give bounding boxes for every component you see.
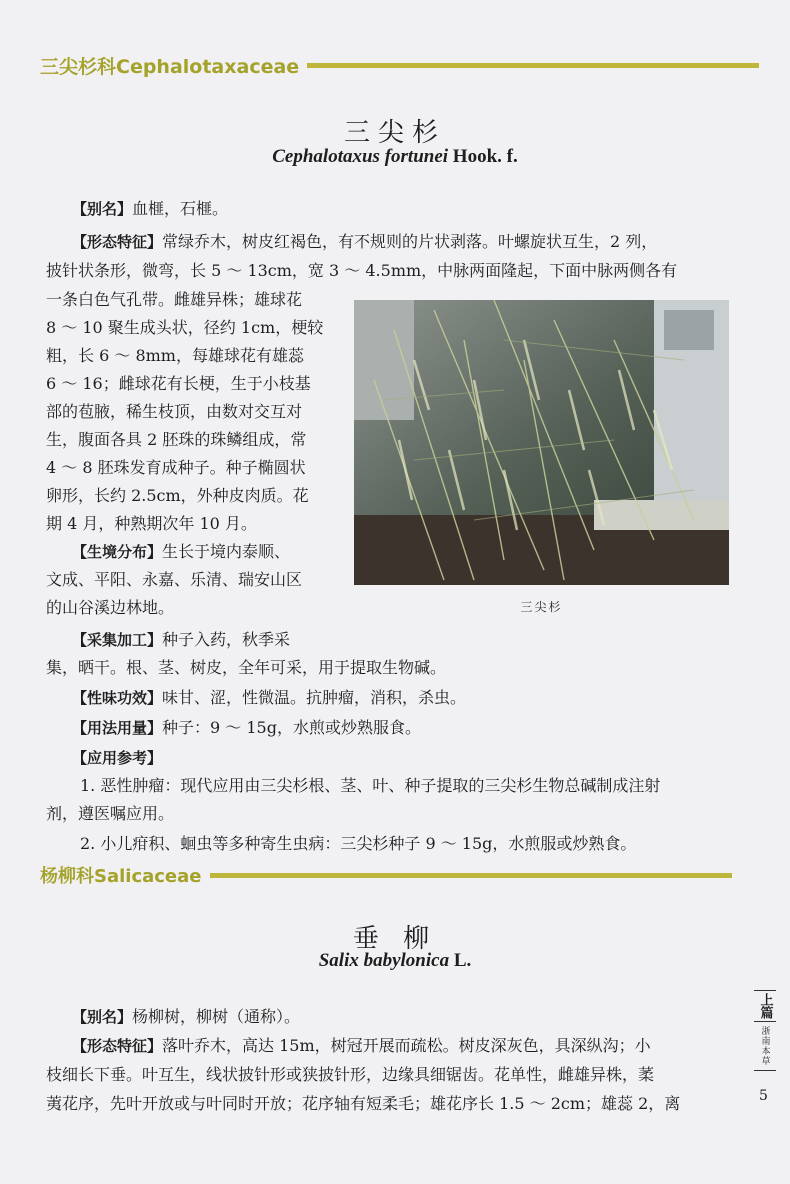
latin-binomial: Cephalotaxus fortunei bbox=[272, 146, 449, 167]
family-divider-bar bbox=[210, 873, 732, 878]
usage-tag: 【用法用量】 bbox=[72, 719, 163, 737]
habitat-text: 生长于境内泰顺、 bbox=[162, 542, 291, 561]
morph-line-3: 荑花序，先叶开放或与叶同时开放；花序轴有短柔毛；雄花序长 1.5 ～ 2cm；雄蕊 2，离 bbox=[46, 1094, 681, 1113]
yew-branches-image bbox=[354, 300, 729, 585]
collect-tag: 【采集加工】 bbox=[72, 631, 163, 649]
latin-author: Hook. f. bbox=[448, 146, 518, 167]
collect-text: 种子入药，秋季采 bbox=[162, 630, 291, 649]
plant-latin-name bbox=[0, 146, 790, 168]
side-rule bbox=[754, 1021, 776, 1022]
morph-line-10: 卵形，长约 2.5cm，外种皮肉质。花 bbox=[46, 486, 309, 505]
alias-line bbox=[72, 1003, 732, 1032]
morph-line-5: 粗，长 6 ～ 8mm，每雄球花有雄蕊 bbox=[46, 346, 304, 365]
book-label: 浙南本草 bbox=[759, 1026, 770, 1066]
reference-1-line-2: 剂，遵医嘱应用。 bbox=[46, 804, 175, 823]
collect-line-1 bbox=[72, 626, 352, 655]
family-header-cephalotaxaceae bbox=[40, 52, 759, 79]
morph-line-8: 生，腹面各具 2 胚珠的珠鳞组成，常 bbox=[46, 430, 307, 449]
taste-line bbox=[72, 684, 732, 713]
section-side-mark bbox=[752, 988, 778, 1073]
family-divider-bar bbox=[307, 63, 759, 68]
alias-tag: 【别名】 bbox=[72, 1008, 133, 1026]
volume-label: 上篇 bbox=[757, 993, 773, 1019]
morph-line-4: 8 ～ 10 聚生成头状，径约 1cm，梗较 bbox=[46, 318, 324, 337]
alias-tag: 【别名】 bbox=[72, 200, 133, 218]
alias-text: 血榧，石榧。 bbox=[132, 199, 229, 218]
morph-line-7: 部的苞腋，稀生枝顶，由数对交互对 bbox=[46, 402, 303, 421]
latin-binomial: Salix babylonica bbox=[318, 950, 450, 971]
reference-1-line-1: 1. 恶性肿瘤：现代应用由三尖杉根、茎、叶、种子提取的三尖杉生物总碱制成注射 bbox=[80, 776, 661, 795]
taste-tag: 【性味功效】 bbox=[72, 689, 163, 707]
side-rule bbox=[754, 1070, 776, 1071]
plant-latin-name bbox=[0, 950, 790, 972]
photo-caption: 三尖杉 bbox=[520, 600, 563, 614]
morph-line-1 bbox=[72, 1032, 734, 1061]
morph-tag: 【形态特征】 bbox=[72, 1037, 163, 1055]
morph-line-3: 一条白色气孔带。雌雄异株；雄球花 bbox=[46, 290, 303, 309]
latin-author: L. bbox=[449, 950, 472, 971]
morph-line-9: 4 ～ 8 胚珠发育成种子。种子椭圆状 bbox=[46, 458, 306, 477]
usage-line bbox=[72, 714, 732, 743]
usage-text: 种子：9 ～ 15g，水煎或炒熟服食。 bbox=[162, 718, 421, 737]
family-header-salicaceae bbox=[40, 862, 732, 888]
habitat-line-2: 文成、平阳、永嘉、乐清、瑞安山区 bbox=[46, 570, 303, 589]
habitat-line-3: 的山谷溪边林地。 bbox=[46, 598, 175, 617]
plant-title: 三尖杉 bbox=[343, 118, 446, 148]
side-rule bbox=[754, 990, 776, 991]
reference-heading bbox=[72, 744, 732, 773]
taste-text: 味甘、涩，性微温。抗肿瘤，消积，杀虫。 bbox=[162, 688, 467, 707]
morph-line-2: 披针状条形，微弯，长 5 ～ 13cm，宽 3 ～ 4.5mm，中脉两面隆起，下面中脉两侧各有 bbox=[46, 261, 678, 280]
morph-line-11: 期 4 月，种熟期次年 10 月。 bbox=[46, 514, 257, 533]
habitat-tag: 【生境分布】 bbox=[72, 543, 163, 561]
family-title: 杨柳科Salicaceae bbox=[40, 866, 202, 887]
alias-text: 杨柳树，柳树（通称）。 bbox=[132, 1007, 301, 1026]
alias-line bbox=[72, 195, 732, 224]
morph-text: 落叶乔木，高达 15m，树冠开展而疏松。树皮深灰色，具深纵沟；小 bbox=[162, 1036, 651, 1055]
morph-line-1 bbox=[72, 228, 742, 257]
plant-title: 垂 柳 bbox=[352, 924, 438, 954]
family-title: 三尖杉科Cephalotaxaceae bbox=[40, 56, 300, 78]
plant-photo bbox=[354, 300, 729, 585]
reference-2: 2. 小儿疳积、蛔虫等多种寄生虫病：三尖杉种子 9 ～ 15g，水煎服或炒熟食。 bbox=[80, 834, 637, 853]
morph-line-2: 枝细长下垂。叶互生，线状披针形或狭披针形，边缘具细锯齿。花单性，雌雄异株，葇 bbox=[46, 1065, 655, 1084]
habitat-line-1 bbox=[72, 538, 352, 567]
page-number: 5 bbox=[759, 1088, 768, 1104]
morph-tag: 【形态特征】 bbox=[72, 233, 163, 251]
reference-tag: 【应用参考】 bbox=[72, 749, 163, 767]
collect-line-2: 集，晒干。根、茎、树皮，全年可采，用于提取生物碱。 bbox=[46, 658, 447, 677]
morph-text: 常绿乔木，树皮红褐色，有不规则的片状剥落。叶螺旋状互生，2 列， bbox=[162, 232, 658, 251]
morph-line-6: 6 ～ 16；雌球花有长梗，生于小枝基 bbox=[46, 374, 311, 393]
